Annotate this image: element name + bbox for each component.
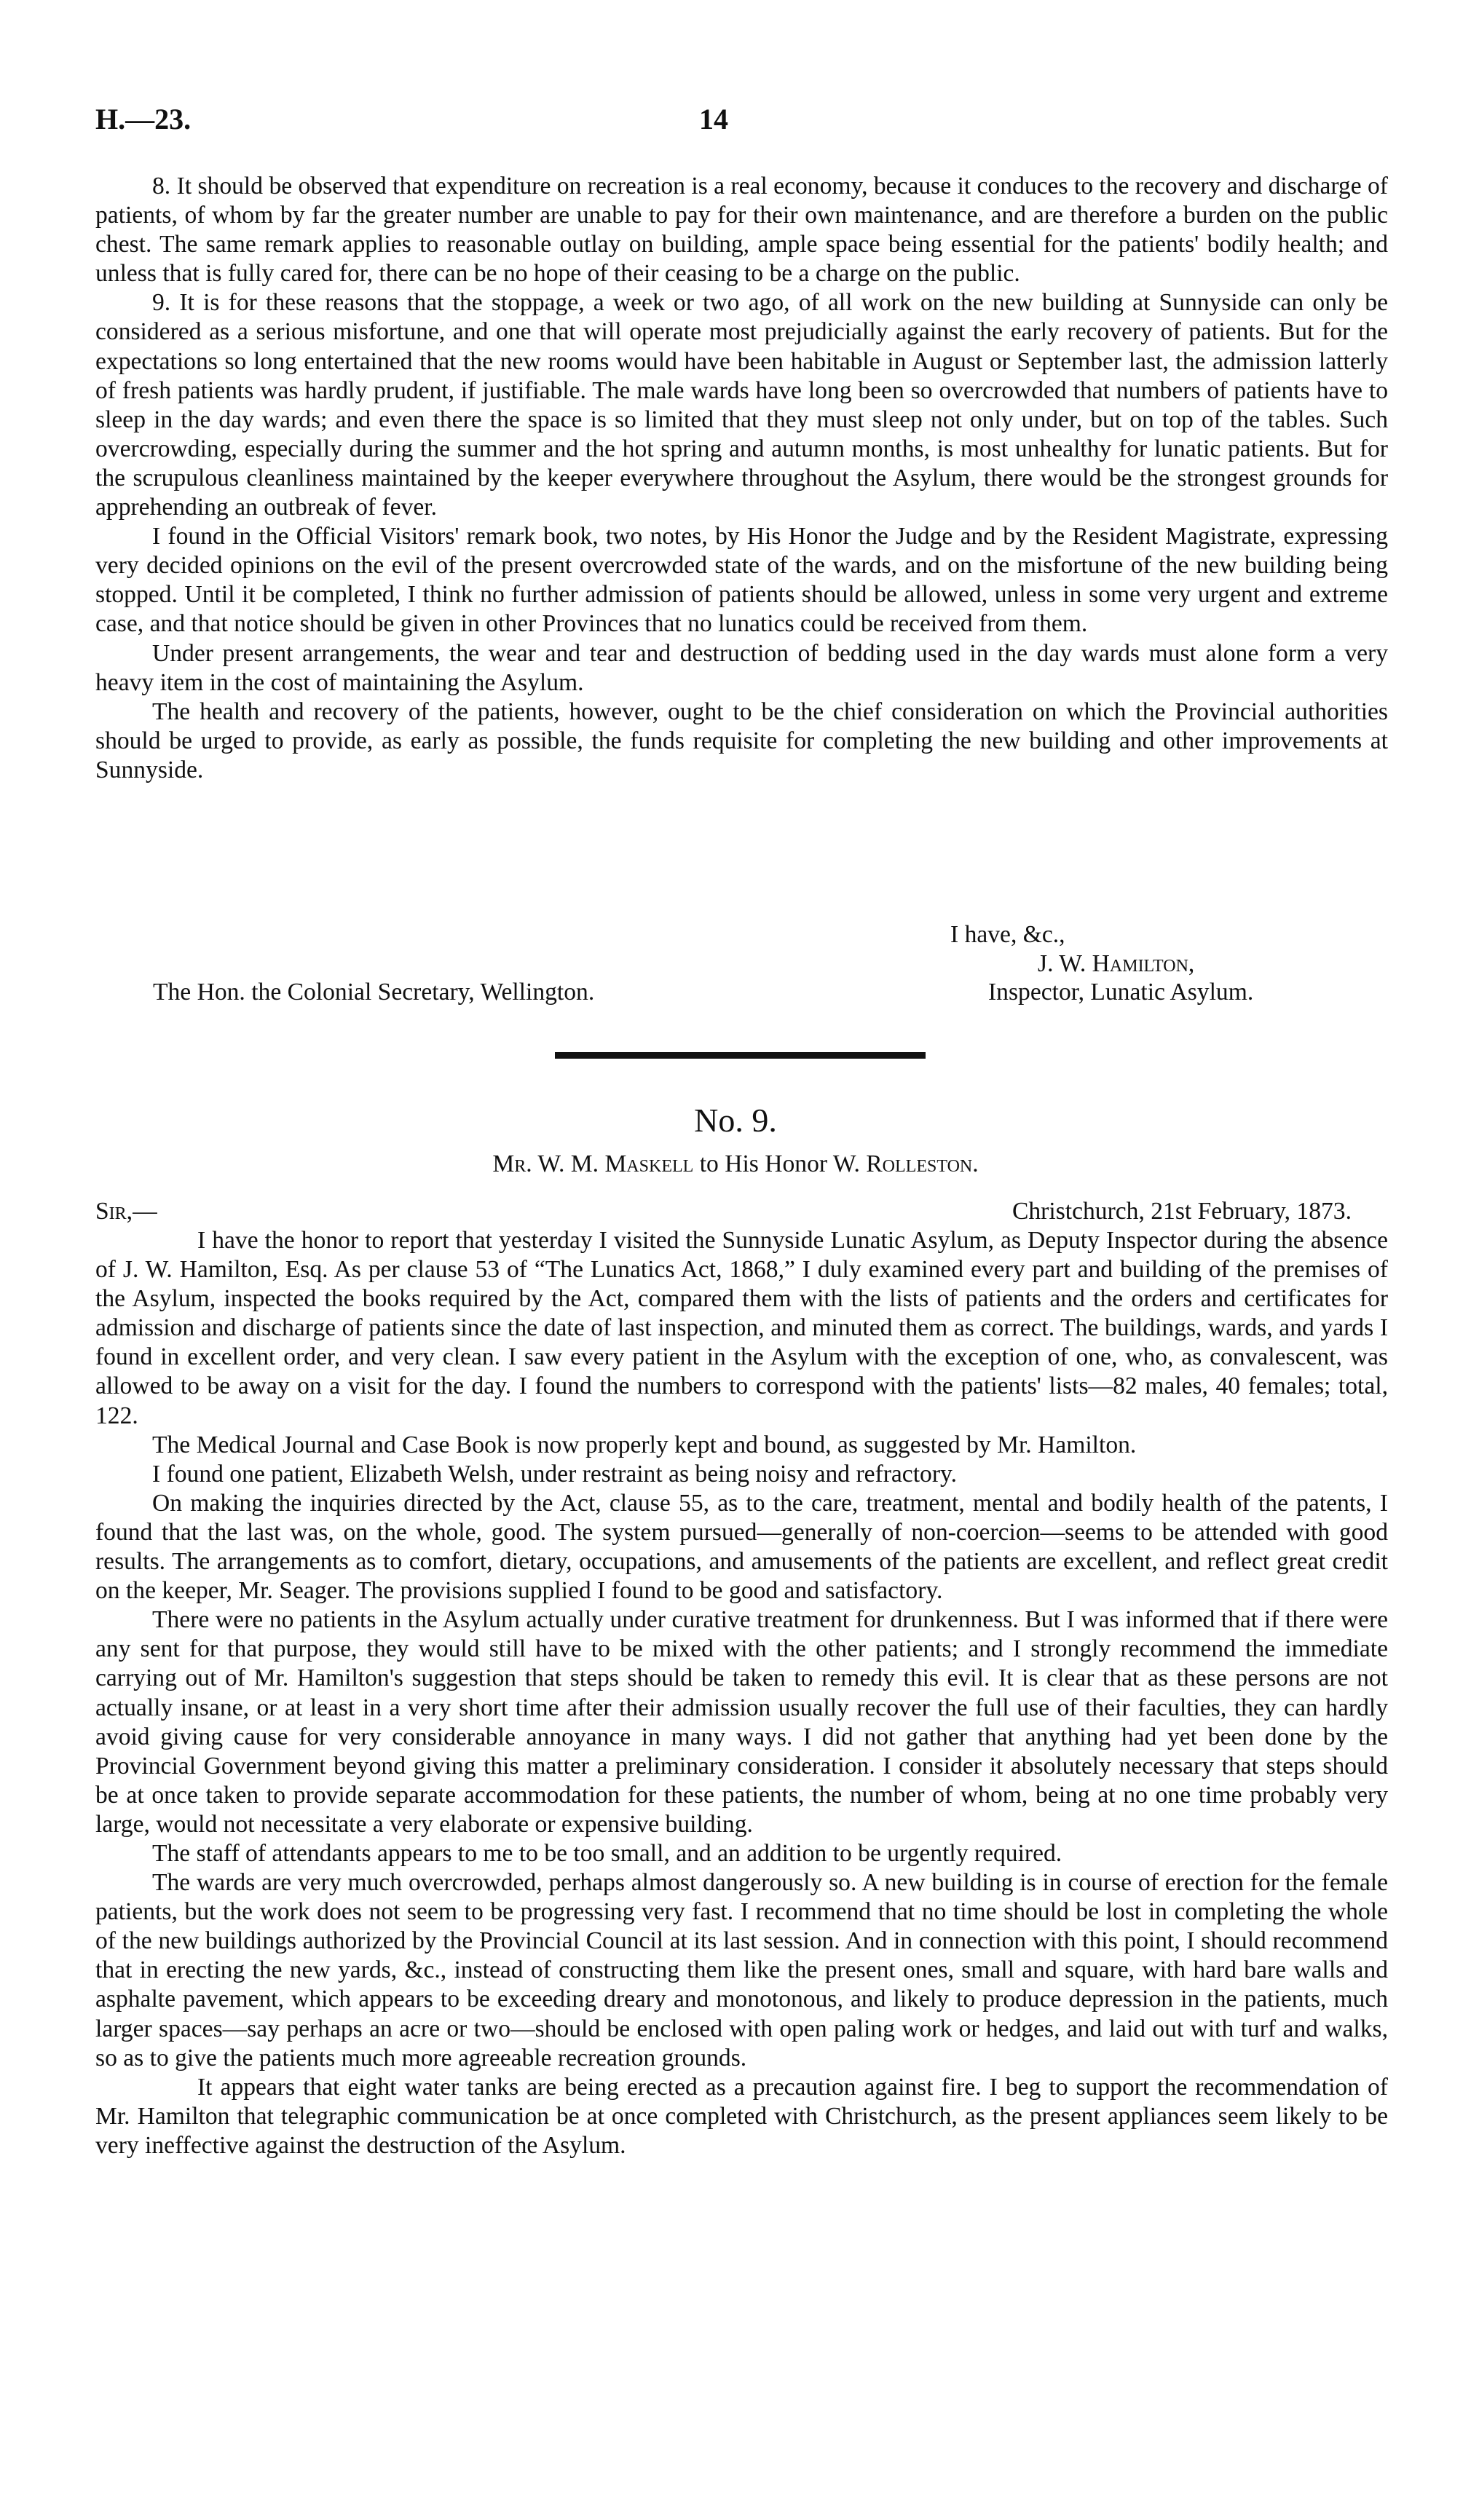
paragraph: The wards are very much overcrowded, perhaps almost dangerously so. A new building is in course of erection for the female patients, but the work does not seem to be progressing very fast. I recommend that no time should be lost in completing the whole of the new buildings authorized by the Provincial Council at its last session. And in connection with this point, I should recommend that in erecting the new yards, &c., instead of constructing them like the present ones, small and square, with hard bare walls and asphalte pavement, which appears to be exceeding dreary and monotonous, and likely to produce depression in the patients, much larger spaces—say perhaps an acre or two—should be enclosed with open paling work or hedges, and laid out with turf and walks, so as to give the patients much more agreeable recreation grounds. (95, 1869, 1388, 2071)
paragraph: On making the inquiries directed by the Act, clause 55, as to the care, treatment, mental and bodily health of the patents, I found that the last was, on the whole, good. The system pursued—generally of non-coercion—seems to be attended with good results. The arrangements as to comfort, dietary, occupations, and amusements of the patients are excellent, and reflect great credit on the keeper, Mr. Seager. The provisions supplied I found to be good and satisfactory. (95, 1489, 1388, 1605)
closing: I have, &c., (950, 921, 1065, 948)
signatory-title: Inspector, Lunatic Asylum. (988, 979, 1254, 1006)
addressee: The Hon. the Colonial Secretary, Wellington. (153, 979, 595, 1006)
paragraph: The staff of attendants appears to me to be too small, and an addition to be urgently required. (152, 1839, 1062, 1867)
place-date: Christchurch, 21st February, 1873. (1012, 1198, 1352, 1225)
paragraph: I have the honor to report that yesterday I visited the Sunnyside Lunatic Asylum, as Deputy Inspector during the absence of J. W. Hamilton, Esq. As per clause 53 of “The Lunatics Act, 1868,” I duly examined every part and building of the premises of the Asylum, inspected the books required by the Act, compared them with the lists of patients and the orders and certificates for admission and discharge of patients since the date of last inspection, and minuted them as correct. The buildings, wards, and yards I found in excellent order, and very clean. I saw every patient in the Asylum with the exception of one, who, as convalescent, was allowed to be away on a visit for the day. I found the numbers to correspond with the patients' lists—82 males, 40 females; total, 122. (95, 1227, 1388, 1429)
signatory-name: J. W. Hamilton, (1038, 950, 1195, 977)
letter-heading-mid: to His Honor W. (699, 1150, 860, 1177)
document-reference: H.—23. (95, 103, 192, 135)
document-number: No. 9. (694, 1102, 777, 1139)
section-divider (555, 1052, 926, 1059)
letter-from: Mr. W. M. Maskell (492, 1150, 694, 1177)
letter-to: Rolleston. (866, 1150, 979, 1177)
paragraph: Under present arrangements, the wear and tear and destruction of bedding used in the day wards must alone form a very heavy item in the cost of maintaining the Asylum. (95, 639, 1388, 696)
paragraph: The Medical Journal and Case Book is now properly kept and bound, as suggested by Mr. Hamilton. (152, 1431, 1137, 1458)
paragraph: 8. It should be observed that expenditure on recreation is a real economy, because it conduces to the recovery and discharge of patients, of whom by far the greater number are unable to pay for their own maintenance, and are therefore a burden on the public chest. The same remark applies to reasonable outlay on building, ample space being essential for the patients' bodily health; and unless that is fully cared for, there can be no hope of their ceasing to be a charge on the public. (95, 173, 1388, 288)
paragraph: 9. It is for these reasons that the stoppage, a week or two ago, of all work on the new building at Sunnyside can only be considered as a serious misfortune, and one that will operate most prejudicially against the early recovery of patients. But for the expectations so long entertained that the new rooms would have been habitable in August or September last, the admission latterly of fresh patients was hardly prudent, if justifiable. The male wards have long been so overcrowded that numbers of patients have to sleep in the day wards; and even there the space is so limited that they must sleep not only under, but on top of the tables. Such overcrowding, especially during the summer and the hot spring and autumn months, is most unhealthy for lunatic patients. But for the scrupulous cleanliness maintained by the keeper everywhere throughout the Asylum, there would be the strongest grounds for apprehending an outbreak of fever. (95, 289, 1388, 521)
paragraph: The health and recovery of the patients, however, ought to be the chief consideration on which the Provincial authorities should be urged to provide, as early as possible, the funds requisite for completing the new building and other improvements at Sunnyside. (95, 698, 1388, 783)
letter-8-body (95, 172, 1388, 785)
paragraph: I found in the Official Visitors' remark book, two notes, by His Honor the Judge and by the Resident Magistrate, expressing very decided opinions on the evil of the present overcrowded state of the wards, and on the misfortune of the new building being stopped. Until it be completed, I think no further admission of patients should be allowed, unless in some very urgent and extreme case, and that notice should be given in other Provinces that no lunatics could be received from them. (95, 523, 1388, 638)
salutation: Sir,— (95, 1198, 157, 1225)
letter-heading (0, 1150, 1471, 1178)
paragraph: There were no patients in the Asylum actually under curative treatment for drunkenness. But I was informed that if there were any sent for that purpose, they would still have to be mixed with the other patients; and I strongly recommend the immediate carrying out of Mr. Hamilton's suggestion that steps should be taken to remedy this evil. It is clear that as these persons are not actually insane, or at least in a very short time after their admission usually recover the full use of their faculties, they can hardly avoid giving cause for very considerable annoyance in many ways. I did not gather that anything had yet been done by the Provincial Government beyond giving this matter a preliminary consideration. I consider it absolutely necessary that steps should be at once taken to provide separate accommodation for these patients, the number of whom, being at no one time probably very large, would not necessitate a very elaborate or expensive building. (95, 1606, 1388, 1838)
letter-9-body (95, 1226, 1388, 2160)
paragraph: I found one patient, Elizabeth Welsh, under restraint as being noisy and refractory. (152, 1460, 958, 1488)
page-number: 14 (699, 103, 728, 135)
paragraph: It appears that eight water tanks are being erected as a precaution against fire. I beg to support the recommendation of Mr. Hamilton that telegraphic communication be at once completed with Christchurch, as the present appliances seem likely to be very ineffective against the destruction of the Asylum. (95, 2073, 1388, 2159)
